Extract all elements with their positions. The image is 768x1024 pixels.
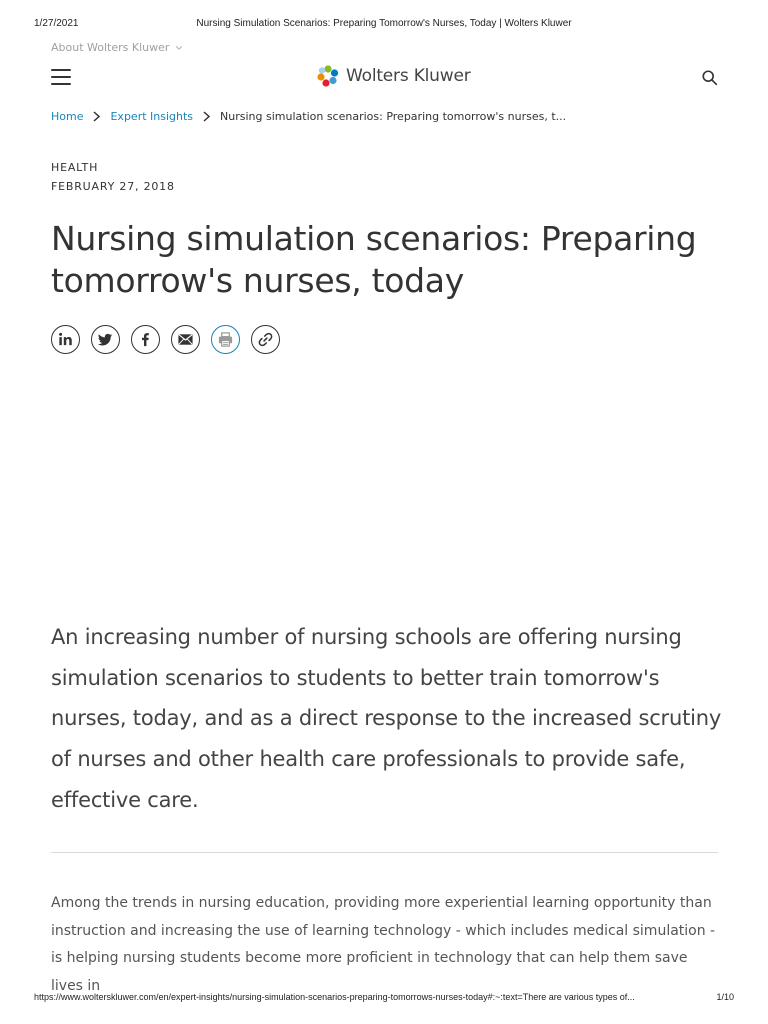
chevron-down-icon [175,44,183,52]
print-button[interactable] [211,325,240,354]
facebook-share-button[interactable] [131,325,160,354]
breadcrumb-home-link[interactable]: Home [51,110,84,123]
print-url: https://www.wolterskluwer.com/en/expert-insights/nursing-simulation-scenarios-preparing-tomorrows-nurses-today#:~:text=There are various types of... [34,992,635,1002]
twitter-share-button[interactable] [91,325,120,354]
share-bar [51,325,280,354]
linkedin-icon [57,331,74,348]
section-divider [51,852,718,853]
article-date: FEBRUARY 27, 2018 [51,180,175,193]
search-icon[interactable] [701,69,719,87]
print-footer [34,992,734,1006]
logo-mark-icon [316,64,340,88]
print-page-title: Nursing Simulation Scenarios: Preparing Tomorrow's Nurses, Today | Wolters Kluwer [196,18,572,29]
chevron-right-icon [92,111,101,122]
linkedin-share-button[interactable] [51,325,80,354]
copy-link-button[interactable] [251,325,280,354]
print-icon [217,331,234,348]
print-header [34,18,734,32]
email-icon [177,331,194,348]
email-share-button[interactable] [171,325,200,354]
twitter-icon [97,331,114,348]
article-body-paragraph: Among the trends in nursing education, providing more experiential learning opportunity than instruction and increasing the use of learning technology - which includes medical simulation - is helping nursing students become more proficient in technology that can help them save lives in [51,895,716,994]
print-page-number: 1/10 [716,992,734,1002]
breadcrumb [51,110,728,123]
hamburger-menu-icon[interactable] [51,69,71,86]
article-category: HEALTH [51,161,99,174]
about-label: About Wolters Kluwer [51,41,170,54]
chevron-right-icon [202,111,211,122]
print-date: 1/27/2021 [34,18,79,29]
article-lede: An increasing number of nursing schools are offering nursing simulation scenarios to students to better train tomorrow's nurses, today, and as a direct response to the increased scrutiny of nurses and other health care professionals to provide safe, effective care. [51,625,722,812]
about-dropdown[interactable] [51,41,183,54]
wolters-kluwer-logo[interactable] [316,64,471,88]
breadcrumb-expert-insights-link[interactable]: Expert Insights [110,110,194,123]
facebook-icon [137,331,154,348]
logo-text: Wolters Kluwer [346,66,471,86]
article-title: Nursing simulation scenarios: Preparing tomorrow's nurses, today [51,219,697,300]
breadcrumb-current: Nursing simulation scenarios: Preparing tomorrow's nurses, t... [220,110,567,123]
link-icon [257,331,274,348]
